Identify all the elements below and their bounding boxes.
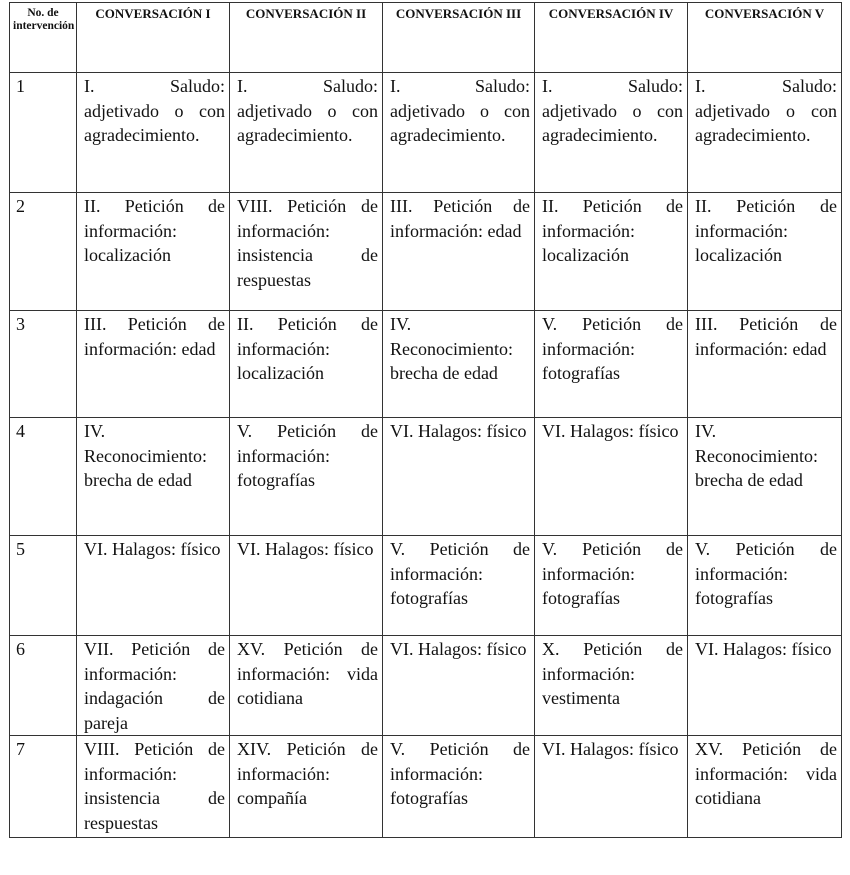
table-cell: VI. Halagos: físico: [535, 736, 688, 838]
table-cell: I. Saludo: adjetivado o con agradecimiento.: [77, 73, 230, 193]
table-cell: VI. Halagos: físico: [77, 536, 230, 636]
table-cell: II. Petición de información: localización: [230, 311, 383, 418]
intervention-number: 3: [10, 311, 77, 418]
table-cell: XV. Petición de información: vida cotidiana: [230, 636, 383, 736]
intervention-number: 4: [10, 418, 77, 536]
table-cell: VI. Halagos: físico: [383, 418, 535, 536]
table-cell: VI. Halagos: físico: [535, 418, 688, 536]
table-cell: II. Petición de información: localización: [77, 193, 230, 311]
table-cell: III. Petición de información: edad: [383, 193, 535, 311]
table-row: [10, 536, 842, 636]
table-cell: III. Petición de información: edad: [77, 311, 230, 418]
conversation-table: [9, 2, 842, 838]
table-cell: XV. Petición de información: vida cotidiana: [688, 736, 842, 838]
table-cell: VIII. Petición de información: insistencia de respuestas: [230, 193, 383, 311]
table-cell: VIII. Petición de información: insistencia de respuestas: [77, 736, 230, 838]
header-conversation-4: CONVERSACIÓN IV: [535, 3, 688, 73]
table-row: [10, 418, 842, 536]
table-row: [10, 193, 842, 311]
intervention-number: 5: [10, 536, 77, 636]
table-row: [10, 736, 842, 838]
table-cell: III. Petición de información: edad: [688, 311, 842, 418]
intervention-number: 6: [10, 636, 77, 736]
table-cell: I. Saludo: adjetivado o con agradecimiento.: [535, 73, 688, 193]
table-cell: X. Petición de información: vestimenta: [535, 636, 688, 736]
table-row: [10, 73, 842, 193]
header-row: [10, 3, 842, 73]
table-cell: VI. Halagos: físico: [230, 536, 383, 636]
table-cell: V. Petición de información: fotografías: [383, 736, 535, 838]
table-cell: IV. Reconocimiento: brecha de edad: [383, 311, 535, 418]
intervention-number: 2: [10, 193, 77, 311]
header-conversation-2: CONVERSACIÓN II: [230, 3, 383, 73]
table-cell: VI. Halagos: físico: [383, 636, 535, 736]
table-cell: VII. Petición de información: indagación de pareja: [77, 636, 230, 736]
table-cell: VI. Halagos: físico: [688, 636, 842, 736]
table-cell: V. Petición de información: fotografías: [230, 418, 383, 536]
table-cell: V. Petición de información: fotografías: [535, 536, 688, 636]
table-row: [10, 636, 842, 736]
table-cell: V. Petición de información: fotografías: [688, 536, 842, 636]
table-cell: IV. Reconocimiento: brecha de edad: [77, 418, 230, 536]
table-cell: XIV. Petición de información: compañía: [230, 736, 383, 838]
table-cell: V. Petición de información: fotografías: [535, 311, 688, 418]
table-cell: IV. Reconocimiento: brecha de edad: [688, 418, 842, 536]
table-row: [10, 311, 842, 418]
intervention-number: 1: [10, 73, 77, 193]
table-cell: II. Petición de información: localización: [535, 193, 688, 311]
header-conversation-1: CONVERSACIÓN I: [77, 3, 230, 73]
header-intervention-number: No. de intervención: [10, 3, 77, 73]
table-cell: II. Petición de información: localización: [688, 193, 842, 311]
table-cell: I. Saludo: adjetivado o con agradecimiento.: [383, 73, 535, 193]
table-cell: I. Saludo: adjetivado o con agradecimiento.: [688, 73, 842, 193]
table-cell: V. Petición de información: fotografías: [383, 536, 535, 636]
intervention-number: 7: [10, 736, 77, 838]
table-cell: I. Saludo: adjetivado o con agradecimiento.: [230, 73, 383, 193]
header-conversation-5: CONVERSACIÓN V: [688, 3, 842, 73]
header-conversation-3: CONVERSACIÓN III: [383, 3, 535, 73]
